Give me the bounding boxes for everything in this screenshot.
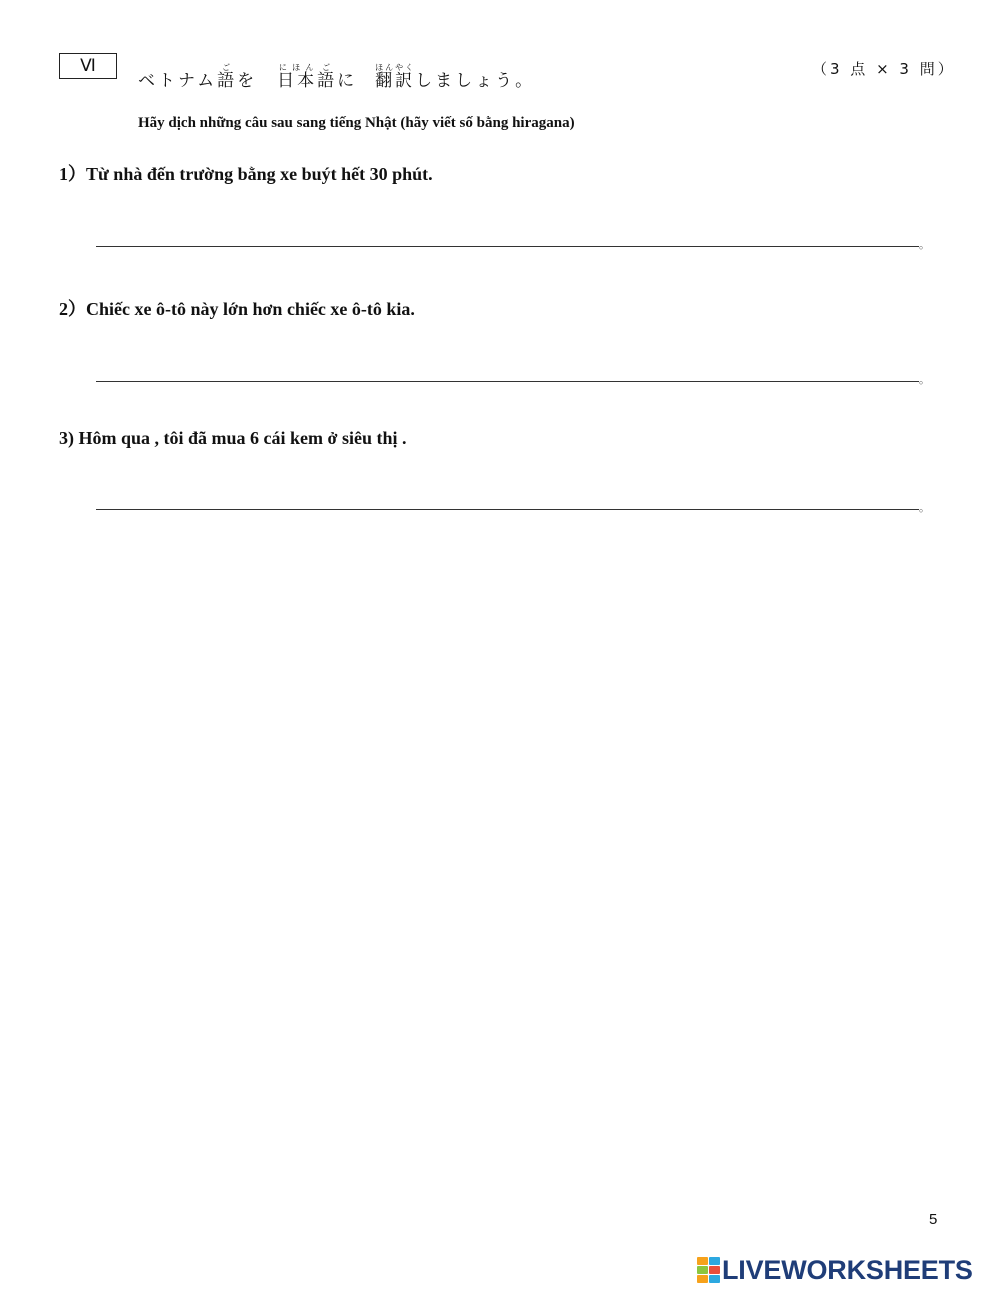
- logo-text: LIVEWORKSHEETS: [722, 1255, 973, 1285]
- title-particle-ni: に: [337, 71, 358, 91]
- answer-period-3: 。: [919, 501, 930, 514]
- answer-period-2: 。: [919, 373, 930, 386]
- section-title: [138, 51, 535, 91]
- answer-period-1: 。: [919, 238, 930, 251]
- title-ruby-nihon: 日本にほん: [277, 63, 318, 91]
- instruction-text: Hãy dịch những câu sau sang tiếng Nhật (hãy viết số bằng hiragana): [138, 115, 575, 131]
- liveworksheets-logo[interactable]: [697, 1256, 973, 1284]
- question-1: 1）Từ nhà đến trường bằng xe buýt hết 30 phút.: [59, 164, 433, 184]
- title-particle-wo: を: [237, 71, 258, 91]
- liveworksheets-logo-icon: [697, 1257, 720, 1283]
- logo-block-icon: [697, 1257, 708, 1265]
- title-ruby-go: 語ご: [217, 63, 238, 91]
- title-part-end: しましょう。: [415, 71, 536, 91]
- answer-line-2[interactable]: [96, 381, 919, 382]
- logo-block-icon: [709, 1275, 720, 1283]
- score-info: （3 点 × 3 問）: [812, 60, 956, 78]
- logo-block-icon: [697, 1266, 708, 1274]
- logo-block-icon: [709, 1266, 720, 1274]
- title-ruby-go2: 語ご: [317, 63, 338, 91]
- logo-block-icon: [697, 1275, 708, 1283]
- logo-block-icon: [709, 1257, 720, 1265]
- question-3: 3) Hôm qua , tôi đã mua 6 cái kem ở siêu thị .: [59, 428, 407, 448]
- answer-line-3[interactable]: [96, 509, 919, 510]
- section-number-box: Ⅵ: [59, 53, 117, 79]
- answer-line-1[interactable]: [96, 246, 919, 247]
- title-ruby-honyaku: 翻訳ほんやく: [375, 63, 416, 91]
- title-part-vietnamese: ベトナム: [138, 71, 218, 91]
- question-2: 2）Chiếc xe ô-tô này lớn hơn chiếc xe ô-tô kia.: [59, 299, 415, 319]
- page-number: 5: [929, 1211, 938, 1228]
